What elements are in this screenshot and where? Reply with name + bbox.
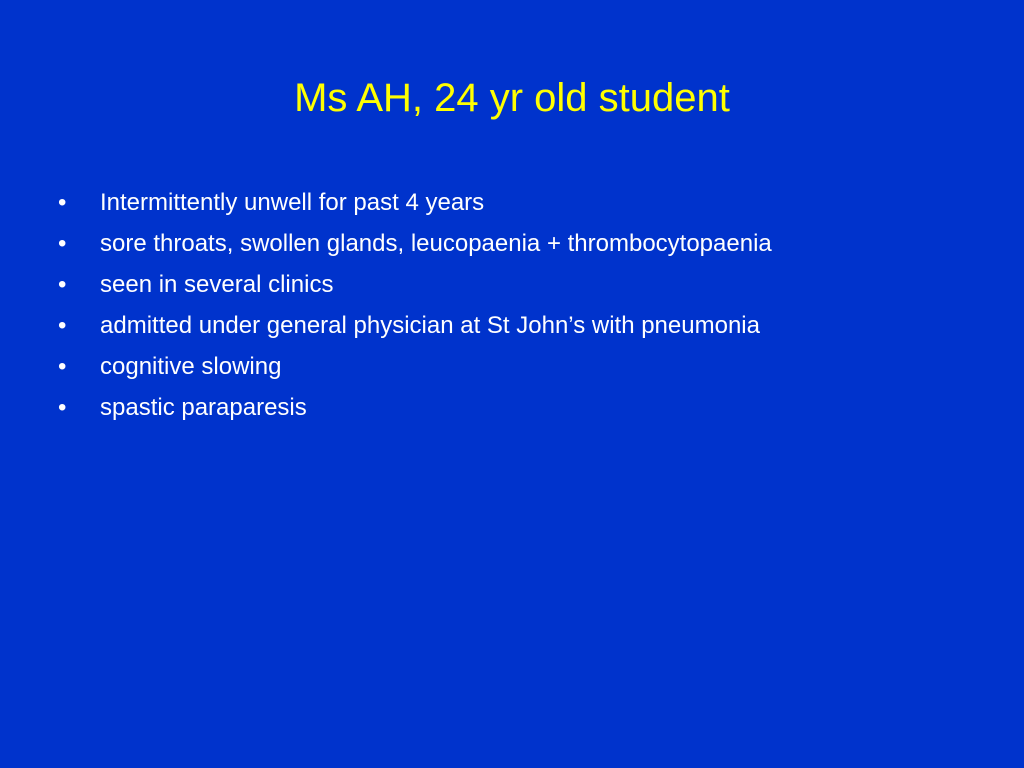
bullet-text: Intermittently unwell for past 4 years	[100, 189, 485, 216]
bullet-item	[58, 184, 998, 225]
bullet-text: sore throats, swollen glands, leucopaenia + thrombocytopaenia	[100, 230, 772, 257]
bullet-item	[58, 307, 998, 348]
bullet-item	[58, 389, 998, 430]
bullet-list	[58, 184, 998, 430]
bullet-text: spastic paraparesis	[100, 394, 307, 421]
bullet-icon: •	[58, 230, 67, 257]
bullet-icon: •	[58, 189, 67, 216]
bullet-text: seen in several clinics	[100, 271, 334, 298]
bullet-text: cognitive slowing	[100, 353, 282, 380]
bullet-item	[58, 225, 998, 266]
bullet-item	[58, 348, 998, 389]
bullet-icon: •	[58, 271, 67, 298]
bullet-icon: •	[58, 312, 67, 339]
bullet-icon: •	[58, 353, 67, 380]
slide-title: Ms AH, 24 yr old student	[294, 76, 730, 120]
bullet-item	[58, 266, 998, 307]
bullet-icon: •	[58, 394, 67, 421]
bullet-text: admitted under general physician at St John’s with pneumonia	[100, 312, 760, 339]
